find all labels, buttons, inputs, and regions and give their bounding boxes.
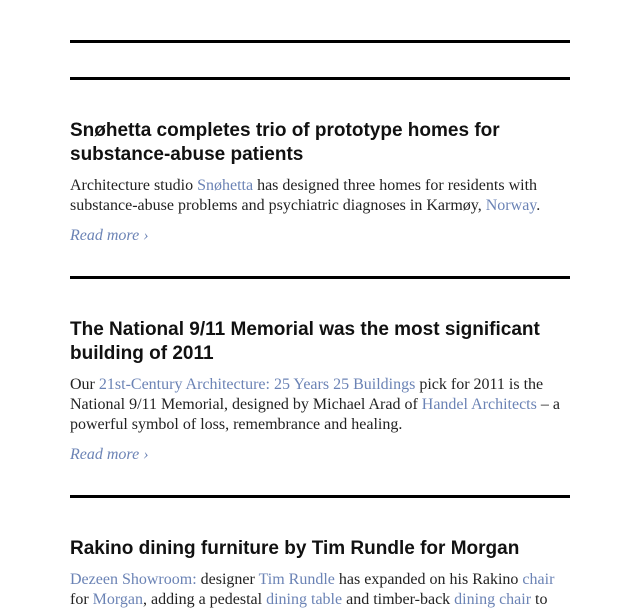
link-25-years-25-buildings[interactable]: 21st-Century Architecture: 25 Years 25 Buildings <box>98 376 416 393</box>
link-dining-table[interactable]: dining table <box>266 591 343 608</box>
article-card <box>70 119 570 246</box>
excerpt-text: and timber-back <box>342 591 455 608</box>
excerpt-text: Architecture studio <box>70 177 198 194</box>
article-card <box>70 318 570 465</box>
link-norway[interactable]: Norway <box>485 197 537 214</box>
divider <box>70 77 570 80</box>
link-snohetta[interactable]: Snøhetta <box>197 177 254 194</box>
excerpt-text: to <box>531 591 548 608</box>
link-dezeen-showroom[interactable]: Dezeen Showroom: <box>70 571 197 588</box>
article-excerpt <box>70 176 570 216</box>
article-title[interactable]: The National 9/11 Memorial was the most significant building of 2011 <box>70 319 540 364</box>
excerpt-text: , adding a pedestal <box>143 591 267 608</box>
divider <box>70 495 570 498</box>
article-excerpt <box>70 375 570 435</box>
excerpt-text: pick for 2011 is the National 9/11 Memorial, designed by Michael Arad of <box>70 376 544 413</box>
excerpt-text: for <box>70 591 93 608</box>
excerpt-text: designer <box>196 571 259 588</box>
article-title[interactable]: Snøhetta completes trio of prototype homes for substance-abuse patients <box>70 120 500 165</box>
read-more-link[interactable]: Read more › <box>70 227 149 244</box>
excerpt-text: – a powerful symbol of loss, remembrance and healing. <box>70 396 560 433</box>
excerpt-text: has expanded on his Rakino <box>334 571 523 588</box>
link-tim-rundle[interactable]: Tim Rundle <box>258 571 335 588</box>
excerpt-text: . <box>536 197 541 214</box>
read-more-link[interactable]: Read more › <box>70 446 149 463</box>
excerpt-text: Our <box>70 376 99 393</box>
link-chair[interactable]: chair <box>522 571 555 588</box>
article-title[interactable]: Rakino dining furniture by Tim Rundle for Morgan <box>70 538 520 559</box>
excerpt-text: has designed three homes for residents with substance-abuse problems and psychiatric diagnoses in Karmøy, <box>70 177 538 214</box>
divider <box>70 40 570 43</box>
link-handel-architects[interactable]: Handel Architects <box>421 396 537 413</box>
divider <box>70 276 570 279</box>
article-card <box>70 537 570 610</box>
link-morgan[interactable]: Morgan <box>92 591 144 608</box>
article-excerpt <box>70 570 570 610</box>
link-dining-chair[interactable]: dining chair <box>454 591 532 608</box>
